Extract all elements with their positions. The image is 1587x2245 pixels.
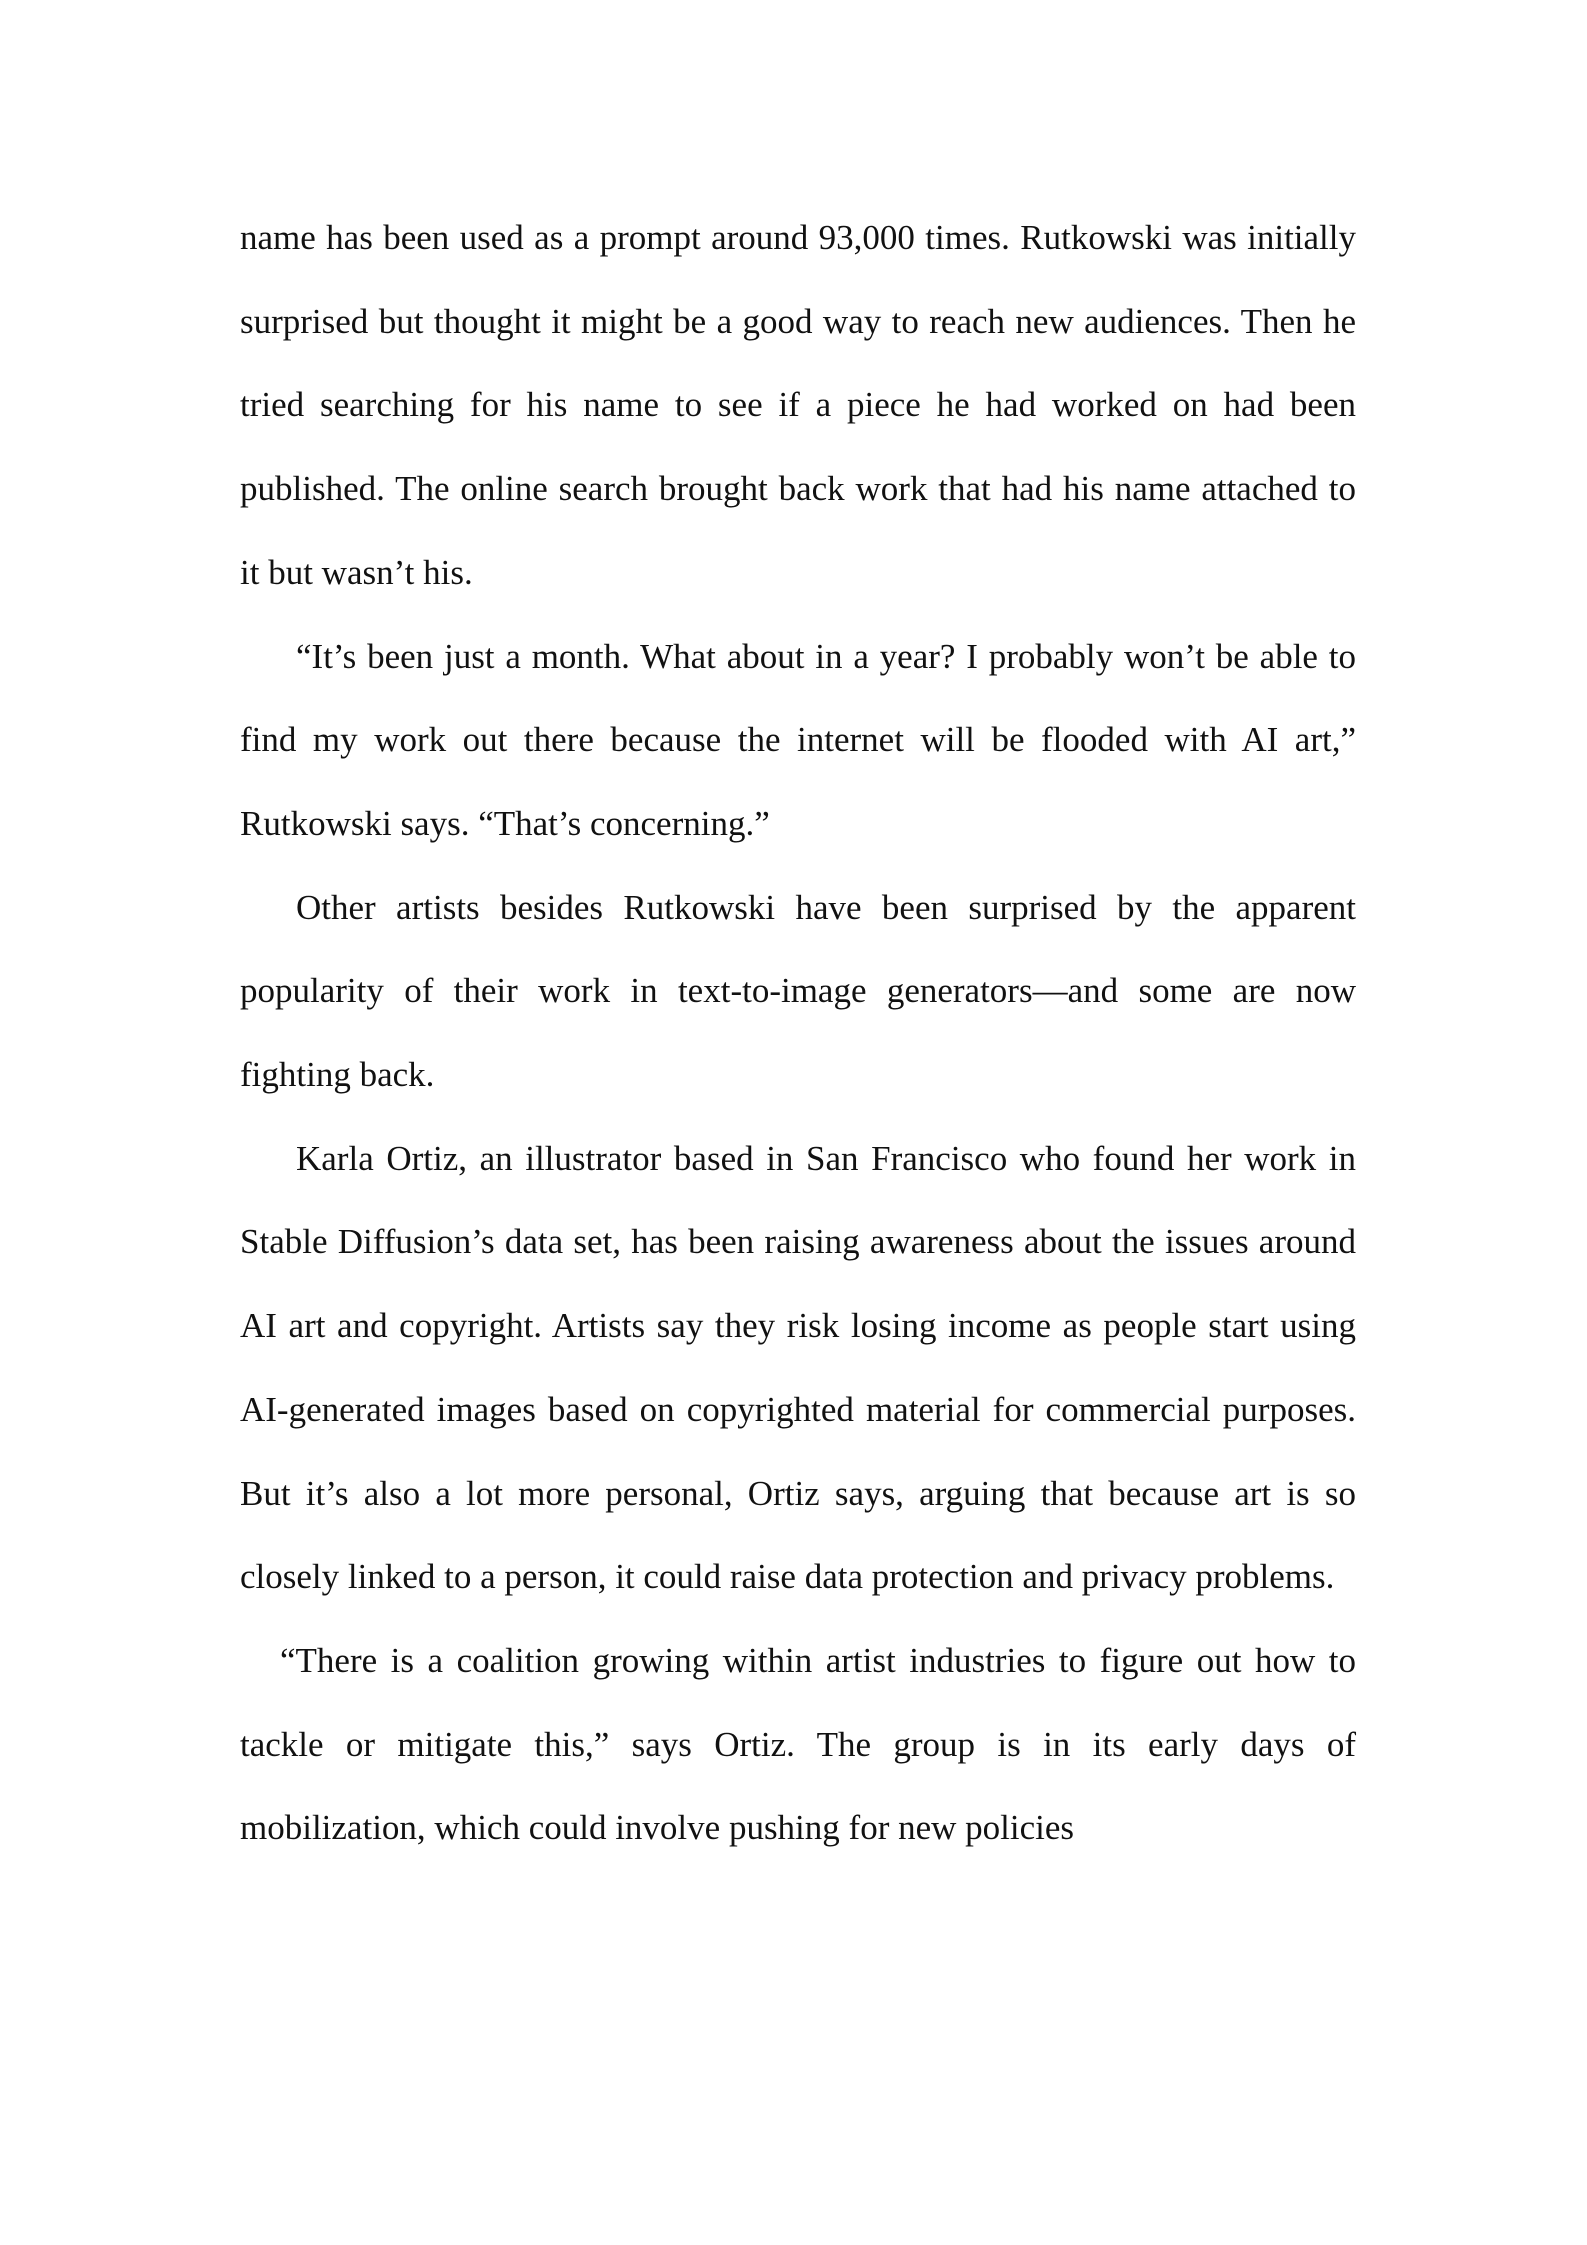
paragraph-rutkowski-prompt: name has been used as a prompt around 93,000 times. Rutkowski was initially surprised but thought it might be a good way to reach new audiences. Then he tried searching for his name to see if a piece he had worked on had been published. The online search brought back work that had his name attached to it but wasn’t his. <box>240 218 1356 592</box>
paragraph-other-artists: Other artists besides Rutkowski have been surprised by the apparent popularity of their work in text-to-image generators—and some are now fighting back. <box>240 887 1356 1095</box>
paragraph-coalition: “There is a coalition growing within artist industries to figure out how to tackle or mitigate this,” says Ortiz. The group is in its early days of mobilization, which could involve pushing for new policies <box>240 1640 1356 1848</box>
paragraph-rutkowski-quote: “It’s been just a month. What about in a year? I probably won’t be able to find my work out there because the internet will be flooded with AI art,” Rutkowski says. “That’s concerning.” <box>240 636 1356 843</box>
article-body <box>240 196 1356 1870</box>
paragraph-karla-ortiz: Karla Ortiz, an illustrator based in San Francisco who found her work in Stable Diffusion’s data set, has been raising awareness about the issues around AI art and copyright. Artists say they risk losing income as people start using AI-generated images based on copyrighted material for commercial purposes. But it’s also a lot more personal, Ortiz says, arguing that because art is so closely linked to a person, it could raise data protection and privacy problems. <box>240 1138 1356 1597</box>
